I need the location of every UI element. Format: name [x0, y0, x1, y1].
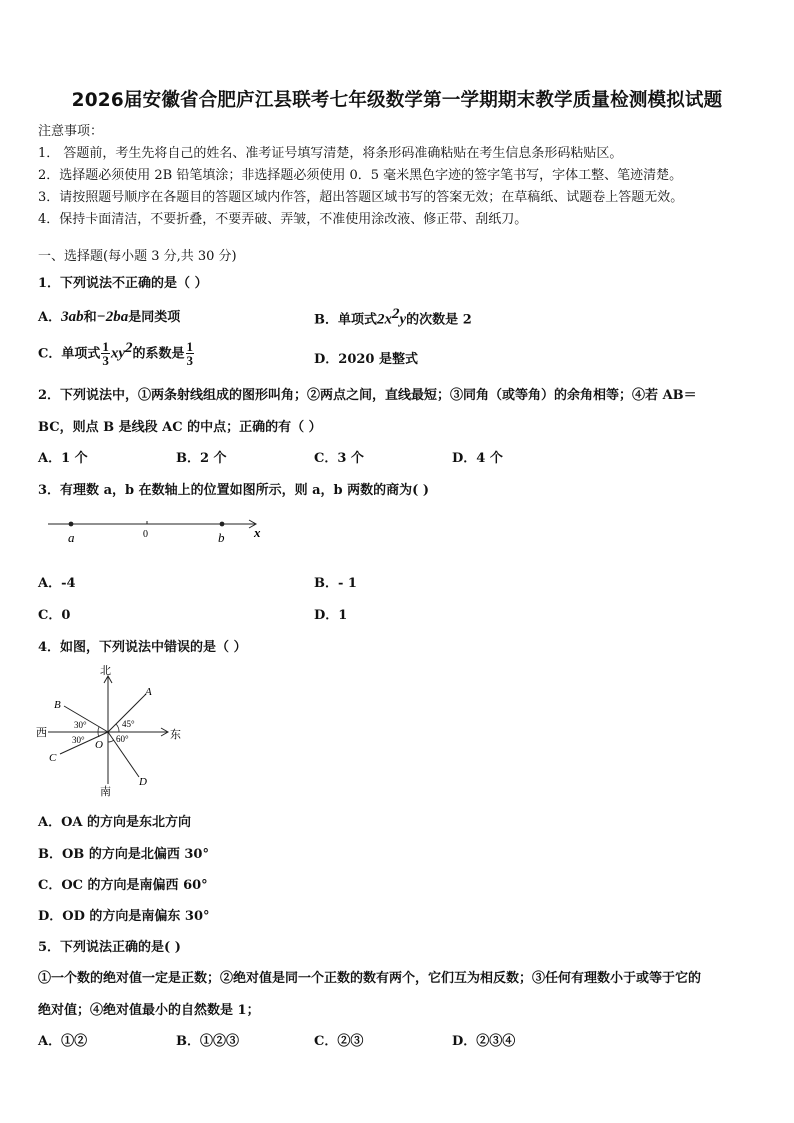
- label-east: 东: [170, 729, 181, 741]
- label-a: A: [145, 686, 152, 698]
- question-4-option-b: B．OB 的方向是北偏西 30°: [38, 847, 209, 862]
- number-line-figure: [40, 512, 270, 548]
- question-5-option-c: C．②③: [314, 1034, 364, 1049]
- question-2-line: BC，则点 B 是线段 AC 的中点；正确的有（ ）: [38, 420, 322, 435]
- point-b: [220, 522, 225, 527]
- question-5-stem: 5．下列说法正确的是( ): [38, 940, 181, 955]
- label-angle-60: 60°: [116, 734, 129, 744]
- label-angle-30-upper: 30°: [74, 720, 87, 730]
- question-2-option-d: D．4 个: [452, 451, 503, 466]
- notice-item: 4．保持卡面清洁，不要折叠，不要弄破、弄皱，不准使用涂改液、修正带、刮纸刀。: [38, 212, 528, 227]
- question-2-option-b: B．2 个: [176, 451, 227, 466]
- notice-item: 3．请按照题号顺序在各题目的答题区域内作答，超出答题区域书写的答案无效；在草稿纸、试题卷上答题无效。: [38, 190, 684, 205]
- question-1-option-a: A．3ab和−2ba是同类项: [38, 309, 181, 325]
- compass-figure: [36, 662, 186, 798]
- label-zero: 0: [143, 529, 148, 540]
- question-5-option-d: D．②③④: [452, 1034, 516, 1049]
- question-5-line: 绝对值；④绝对值最小的自然数是 1；: [38, 1003, 260, 1018]
- question-4-option-c: C．OC 的方向是南偏西 60°: [38, 878, 208, 893]
- question-5-option-b: B．①②③: [176, 1034, 239, 1049]
- question-5-option-a: A．①②: [38, 1034, 88, 1049]
- page-title: 2026届安徽省合肥庐江县联考七年级数学第一学期期末教学质量检测模拟试题: [71, 90, 723, 111]
- question-1-option-b: B．单项式$2x^2y$的次数是 2: [314, 306, 472, 328]
- label-x: x: [254, 525, 261, 540]
- question-4-option-a: A．OA 的方向是东北方向: [38, 815, 192, 830]
- section-heading: 一、选择题(每小题 3 分,共 30 分): [38, 249, 237, 264]
- question-3-option-c: C．0: [38, 608, 71, 623]
- label-angle-45: 45°: [122, 719, 135, 729]
- question-1-option-d: D．2020 是整式: [314, 352, 418, 367]
- question-3-stem: 3．有理数 a，b 在数轴上的位置如图所示，则 a，b 两数的商为( ): [38, 483, 430, 498]
- question-1-stem: 1．下列说法不正确的是（ ）: [38, 276, 208, 291]
- label-c: C: [49, 752, 57, 764]
- label-south: 南: [100, 786, 111, 798]
- question-4-stem: 4．如图，下列说法中错误的是（ ）: [38, 640, 247, 655]
- angle-arc: [108, 740, 114, 742]
- question-3-option-a: A．-4: [38, 576, 76, 591]
- question-3-option-d: D．1: [314, 608, 348, 623]
- label-b: B: [54, 699, 61, 711]
- point-a: [69, 522, 74, 527]
- label-a: a: [68, 530, 75, 545]
- angle-arc: [116, 724, 119, 732]
- notice-item: 2．选择题必须使用 2B 铅笔填涂；非选择题必须使用 0．5 毫米黑色字迹的签字笔书写，字体工整、笔迹清楚。: [38, 168, 683, 183]
- label-d: D: [139, 776, 147, 788]
- label-b: b: [218, 530, 225, 545]
- question-4-option-d: D．OD 的方向是南偏东 30°: [38, 909, 210, 924]
- label-o: O: [95, 739, 103, 751]
- label-west: 西: [36, 727, 47, 739]
- question-2-option-a: A．1 个: [38, 451, 88, 466]
- notice-heading: 注意事项：: [38, 124, 104, 139]
- label-angle-30-lower: 30°: [72, 735, 85, 745]
- angle-arc: [98, 727, 99, 732]
- question-2-line: 2．下列说法中，①两条射线组成的图形叫角；②两点之间，直线最短；③同角（或等角）的余角相等；④若 AB＝: [38, 388, 697, 403]
- question-1-option-c: C．单项式 $\frac{1}{3}$ $xy^2$的系数是 $\frac{1}{3}$: [38, 339, 194, 369]
- question-2-option-c: C．3 个: [314, 451, 364, 466]
- question-3-option-b: B．- 1: [314, 576, 357, 591]
- notice-item: 1． 答题前，考生先将自己的姓名、准考证号填写清楚，将条形码准确粘贴在考生信息条形码粘贴区。: [38, 146, 623, 161]
- question-5-line: ①一个数的绝对值一定是正数；②绝对值是同一个正数的数有两个，它们互为相反数；③任何有理数小于或等于它的: [38, 971, 702, 986]
- label-north: 北: [100, 665, 111, 677]
